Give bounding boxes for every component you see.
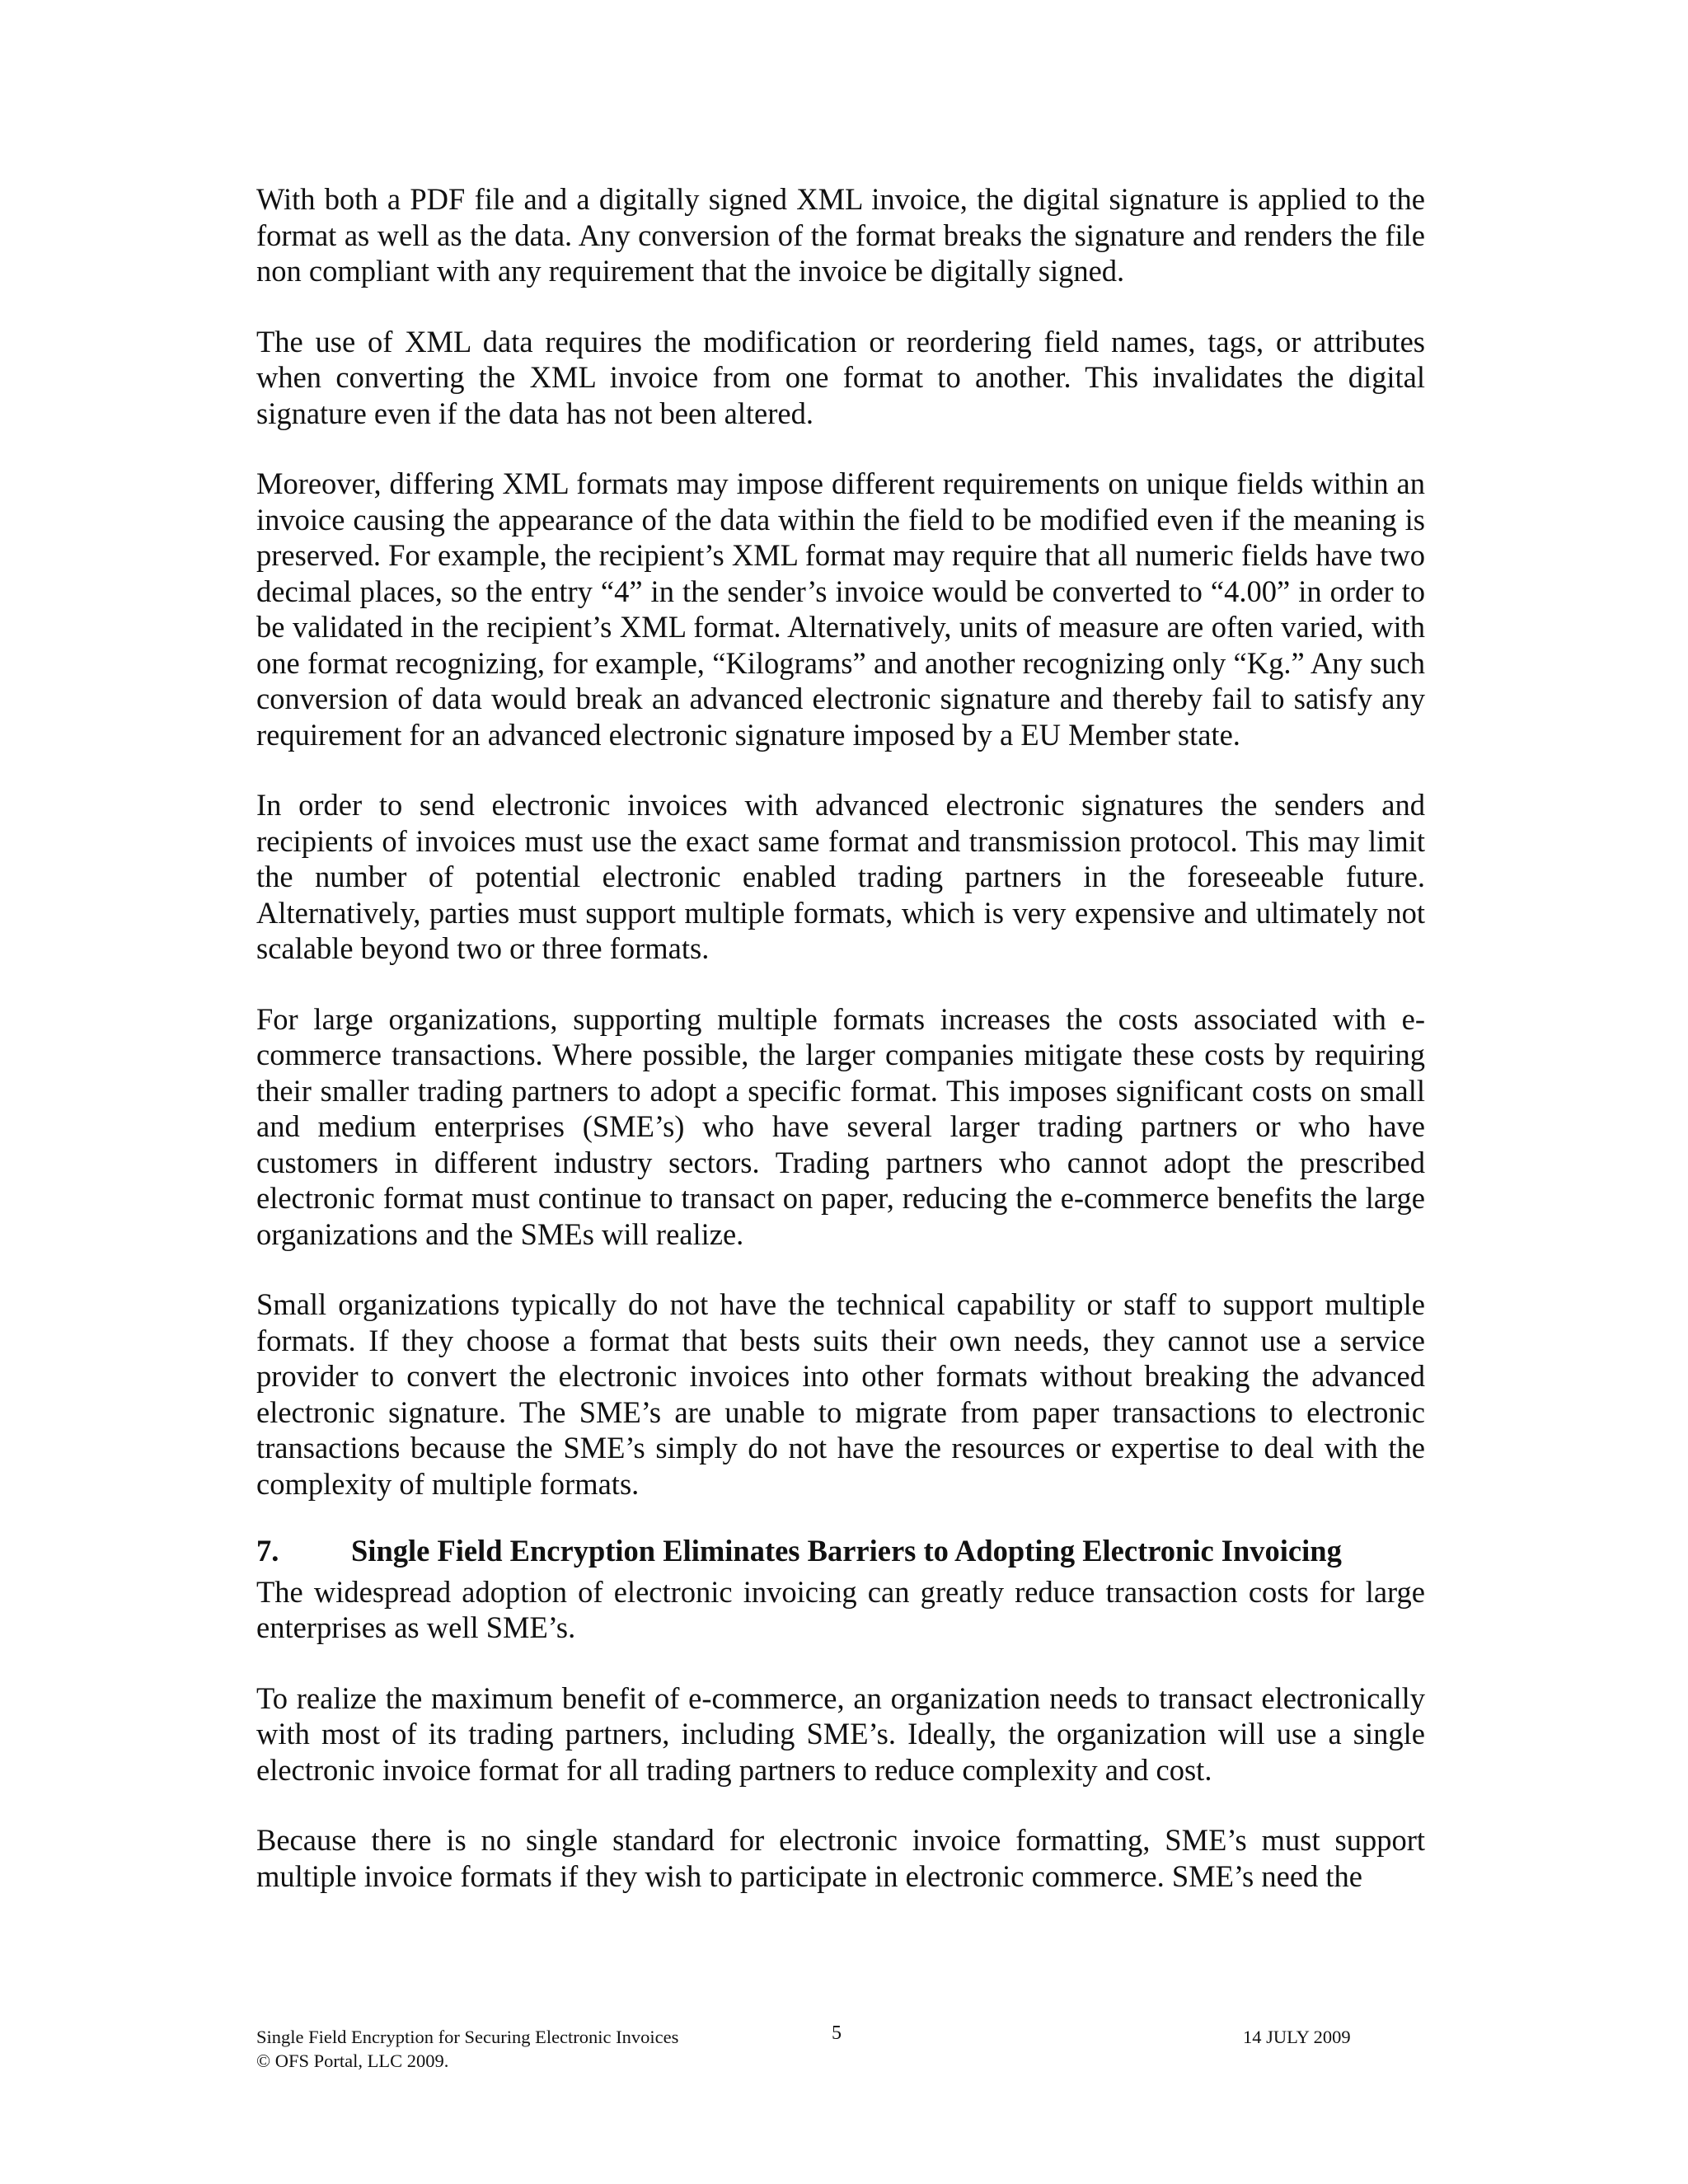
paragraph-differing-xml-formats: Moreover, differing XML formats may impose different requirements on unique fields within an invoice causing the appearance of the data within the field to be modified even if the meaning is preserved. For example, the recipient’s XML format may require that all numeric fields have two decimal places, so the entry “4” in the sender’s invoice would be converted to “4.00” in order to be validated in the recipient’s XML format. Alternatively, units of measure are often varied, with one format recognizing, for example, “Kilograms” and another recognizing only “Kg.” Any such conversion of data would break an advanced electronic signature and thereby fail to satisfy any requirement for an advanced electronic signature imposed by a EU Member state. (256, 466, 1425, 752)
paragraph-small-organizations: Small organizations typically do not have the technical capability or staff to support multiple formats. If they choose a format that bests suits their own needs, they cannot use a service provider to convert the electronic invoices into other formats without breaking the advanced electronic signature. The SME’s are unable to migrate from paper transactions to electronic transactions because the SME’s simply do not have the resources or expertise to deal with the complexity of multiple formats. (256, 1287, 1425, 1501)
page-body (256, 181, 1425, 1929)
section-heading (256, 1533, 1425, 1569)
section-title: Single Field Encryption Eliminates Barriers to Adopting Electronic Invoicing (351, 1534, 1342, 1568)
page-footer (256, 2022, 1425, 2083)
paragraph-no-single-standard: Because there is no single standard for electronic invoice formatting, SME’s must support multiple invoice formats if they wish to participate in electronic commerce. SME’s need the (256, 1823, 1425, 1893)
footer-copyright: © OFS Portal, LLC 2009. (256, 2050, 449, 2071)
paragraph-same-format-requirement: In order to send electronic invoices with advanced electronic signatures the senders and recipients of invoices must use the exact same format and transmission protocol. This may limit the number of potential electronic enabled trading partners in the foreseeable future. Alternatively, parties must support multiple formats, which is very expensive and ultimately not scalable beyond two or three formats. (256, 788, 1425, 965)
paragraph-pdf-xml-signature: With both a PDF file and a digitally signed XML invoice, the digital signature is applied to the format as well as the data. Any conversion of the format breaks the signature and renders the file non compliant with any requirement that the invoice be digitally signed. (256, 182, 1425, 288)
footer-date: 14 JULY 2009 (1243, 2027, 1351, 2047)
footer-document-title: Single Field Encryption for Securing Electronic Invoices (256, 2027, 679, 2047)
footer-page-number: 5 (832, 2022, 842, 2044)
paragraph-xml-data-modification: The use of XML data requires the modification or reordering field names, tags, or attributes when converting the XML invoice from one format to another. This invalidates the digital signature even if the data has not been altered. (256, 324, 1425, 430)
paragraph-large-organizations: For large organizations, supporting multiple formats increases the costs associated with e-commerce transactions. Where possible, the larger companies mitigate these costs by requiring their smaller trading partners to adopt a specific format. This imposes significant costs on small and medium enterprises (SME’s) who have several larger trading partners or who have customers in different industry sectors. Trading partners who cannot adopt the prescribed electronic format must continue to transact on paper, reducing the e-commerce benefits the large organizations and the SMEs will realize. (256, 1001, 1425, 1251)
paragraph-maximum-benefit: To realize the maximum benefit of e-commerce, an organization needs to transact electronically with most of its trading partners, including SME’s. Ideally, the organization will use a single electronic invoice format for all trading partners to reduce complexity and cost. (256, 1680, 1425, 1787)
paragraph-widespread-adoption: The widespread adoption of electronic invoicing can greatly reduce transaction costs for large enterprises as well SME’s. (256, 1574, 1425, 1644)
section-number: 7. (256, 1534, 279, 1568)
